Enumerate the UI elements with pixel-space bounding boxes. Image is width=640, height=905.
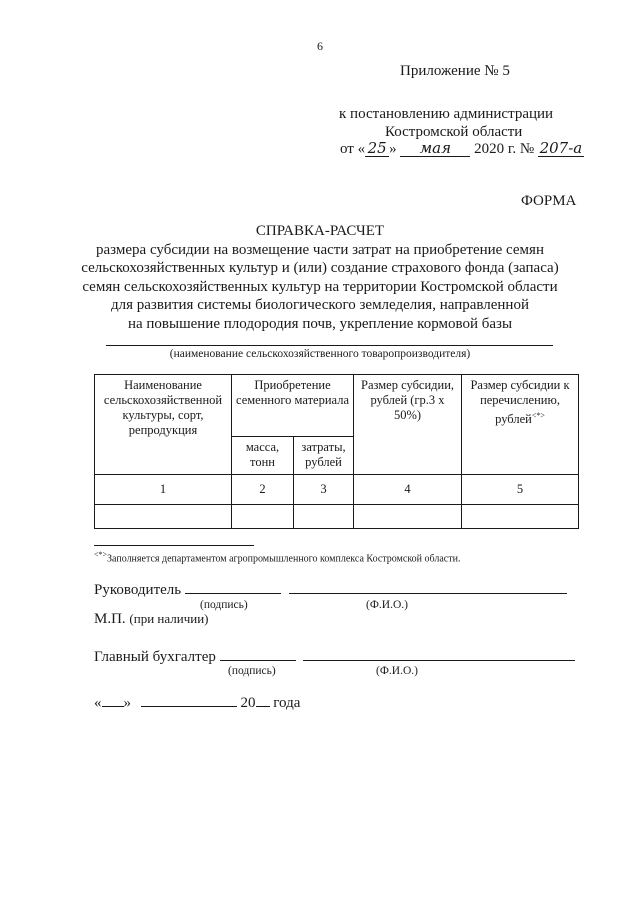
col-num-3: 3 xyxy=(294,475,354,505)
col-num-5: 5 xyxy=(462,475,579,505)
header-subsidy-transfer: Размер субсидии к перечислению, рублей<*> xyxy=(462,375,579,475)
head-signature-row xyxy=(94,580,567,599)
header-purchase: Приобретение семенного материала xyxy=(232,375,354,437)
accountant-fio-caption: (Ф.И.О.) xyxy=(376,665,418,677)
date-prefix: от « xyxy=(340,141,366,157)
header-subsidy-size: Размер субсидии, рублей (гр.3 x 50%) xyxy=(354,375,462,475)
header-crop: Наименование сельскохозяйственной культуры, сорт, репродукция xyxy=(95,375,232,475)
appendix-date-line xyxy=(340,141,584,158)
date-year: 2020 г. № xyxy=(474,141,535,157)
stamp-label: М.П. xyxy=(94,611,126,627)
title-line-1: размера субсидии на возмещение части затрат на приобретение семян xyxy=(96,241,544,258)
footnote xyxy=(94,550,460,564)
head-fio-caption: (Ф.И.О.) xyxy=(366,599,408,611)
title-line-2: сельскохозяйственных культур и (или) создание страхового фонда (запаса) xyxy=(81,260,559,276)
date-close-quote: » xyxy=(123,695,131,711)
date-open-quote: « xyxy=(94,695,102,711)
footnote-marker: <*> xyxy=(94,550,108,559)
stamp-note: (при наличии) xyxy=(129,611,209,626)
document-title xyxy=(0,222,640,333)
empty-cell xyxy=(354,505,462,529)
empty-cell xyxy=(232,505,294,529)
accountant-signature-line xyxy=(220,647,296,661)
footnote-text: Заполняется департаментом агропромышленного комплекса Костромской области. xyxy=(107,553,461,565)
date-suffix: года xyxy=(273,695,301,711)
header-costs: затраты, рублей xyxy=(294,437,354,475)
producer-name-line xyxy=(106,345,553,346)
date-month-blank xyxy=(141,693,237,707)
handwritten-number: 207-а xyxy=(539,139,583,157)
col-num-4: 4 xyxy=(354,475,462,505)
date-close: » xyxy=(389,141,397,157)
handwritten-day: 25 xyxy=(365,141,389,157)
head-label: Руководитель xyxy=(94,582,182,598)
date-year-blank xyxy=(256,693,270,707)
date-day-blank xyxy=(102,693,124,707)
header-mass: масса, тонн xyxy=(232,437,294,475)
appendix-line-1: к постановлению администрации xyxy=(339,106,554,122)
appendix-title: Приложение № 5 xyxy=(400,63,510,79)
accountant-signature-row xyxy=(94,647,575,666)
empty-cell xyxy=(95,505,232,529)
empty-cell xyxy=(294,505,354,529)
col-num-1: 1 xyxy=(95,475,232,505)
head-signature-caption: (подпись) xyxy=(200,599,248,611)
handwritten-month: мая xyxy=(400,141,470,157)
accountant-fio-line xyxy=(303,647,575,661)
col-num-2: 2 xyxy=(232,475,294,505)
footnote-separator xyxy=(94,545,254,546)
head-fio-line xyxy=(289,580,567,594)
date-century: 20 xyxy=(240,695,256,711)
accountant-label: Главный бухгалтер xyxy=(94,649,216,665)
calculation-table xyxy=(94,374,579,529)
stamp-row xyxy=(94,611,208,628)
head-signature-line xyxy=(185,580,281,594)
title-line-5: на повышение плодородия почв, укрепление кормовой базы xyxy=(127,315,513,332)
title-line-4: для развития системы биологического земледелия, направленной xyxy=(111,297,529,313)
page-number: 6 xyxy=(317,39,323,53)
title-line-3: семян сельскохозяйственных культур на территории Костромской области xyxy=(82,278,558,295)
form-label: ФОРМА xyxy=(521,193,577,209)
footnote-mark: <*> xyxy=(531,411,545,420)
title-heading: СПРАВКА-РАСЧЕТ xyxy=(255,223,385,239)
empty-cell xyxy=(462,505,579,529)
producer-caption: (наименование сельскохозяйственного товаропроизводителя) xyxy=(169,348,471,360)
date-line xyxy=(94,693,300,712)
appendix-line-2: Костромской области xyxy=(385,124,523,140)
accountant-signature-caption: (подпись) xyxy=(228,665,276,677)
